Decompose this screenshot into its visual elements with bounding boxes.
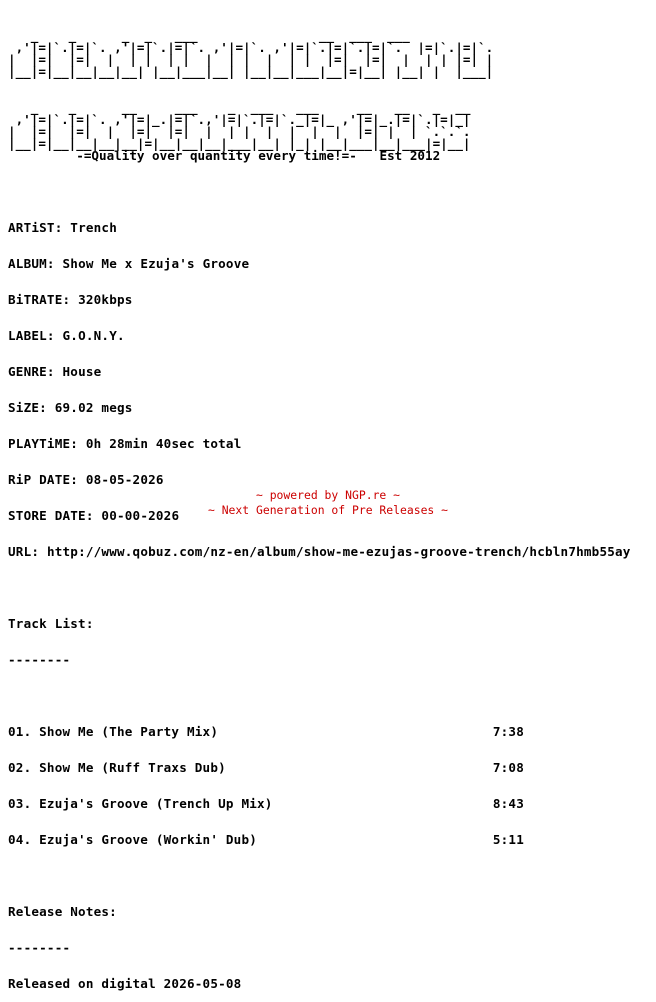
label-row <box>8 330 652 342</box>
logo-line: | |=| |=| | |=| |=| | | | | | | | |=| | | `.`.`. <box>8 124 471 139</box>
logo-line: ,'|=|`.|=|`. ,'|=|`.|=|`. ,'|=|`. ,'|=|`.|=|`.|=|`. |=|`.|=|`. <box>8 40 494 55</box>
url-label: URL: <box>8 544 40 559</box>
artist-value: Trench <box>70 220 117 235</box>
rip-date-value: 08-05-2026 <box>85 472 164 487</box>
ascii-logo <box>8 30 652 162</box>
release-notes-text: Released on digital 2026-05-08 <box>8 976 242 991</box>
bitrate-label: BiTRATE: <box>8 292 71 307</box>
label-value: G.O.N.Y. <box>62 328 125 343</box>
track-row <box>8 726 524 738</box>
track-name: 04. Ezuja's Groove (Workin' Dub) <box>8 832 258 847</box>
store-date-label: STORE DATE: <box>8 508 94 523</box>
footer-tagline: ~ Next Generation of Pre Releases ~ <box>207 503 449 517</box>
tracklist-heading: Track List: <box>8 616 94 631</box>
genre-row <box>8 366 652 378</box>
playtime-row <box>8 438 652 450</box>
bitrate-value: 320kbps <box>78 292 133 307</box>
bitrate-row <box>8 294 652 306</box>
logo-line: _ _ _ _ ___ __ ___ ___ <box>8 28 410 43</box>
size-value: 69.02 megs <box>54 400 133 415</box>
album-value: Show Me x Ezuja's Groove <box>62 256 250 271</box>
label-label: LABEL: <box>8 328 55 343</box>
track-name: 03. Ezuja's Groove (Trench Up Mix) <box>8 796 273 811</box>
url-value: http://www.qobuz.com/nz-en/album/show-me-ezujas-groove-trench/hcbln7hmb55ay <box>46 544 631 559</box>
album-row <box>8 258 652 270</box>
track-time: 5:11 <box>492 832 524 847</box>
track-row <box>8 798 524 810</box>
genre-label: GENRE: <box>8 364 55 379</box>
url-row <box>8 546 652 558</box>
rip-date-row <box>8 474 652 486</box>
playtime-value: 0h 28min 40sec total <box>85 436 242 451</box>
genre-value: House <box>62 364 102 379</box>
artist-label: ARTiST: <box>8 220 63 235</box>
logo-line: _ _ __ ___ _ ___ ___ __ __ _ __ <box>8 100 471 115</box>
logo-line: |__|=|__|__|__|__|=|__|__|__|___|__| |_| |__|___|__|___|=|__| <box>8 136 471 151</box>
size-row <box>8 402 652 414</box>
logo-line: | |=| |=| | | | | | | | | | | | |=| |=| | | | |=| | <box>8 52 494 67</box>
track-row <box>8 762 524 774</box>
album-label: ALBUM: <box>8 256 55 271</box>
track-time: 7:08 <box>492 760 524 775</box>
release-notes-underline: -------- <box>8 940 71 955</box>
track-time: 8:43 <box>492 796 524 811</box>
track-name: 02. Show Me (Ruff Traxs Dub) <box>8 760 226 775</box>
logo-line: |__|=|__|__|__|__| |__|___|__| |__|__|___|__|=|__| |__| | |___| <box>8 64 494 79</box>
footer-powered-by: ~ powered by NGP.re ~ <box>255 488 400 502</box>
rip-date-label: RiP DATE: <box>8 472 79 487</box>
track-time: 7:38 <box>492 724 524 739</box>
logo-line <box>8 78 652 90</box>
tagline: -=Quality over quantity every time!=- Est 2012 <box>8 148 441 163</box>
playtime-label: PLAYTiME: <box>8 436 79 451</box>
track-name: 01. Show Me (The Party Mix) <box>8 724 219 739</box>
size-label: SiZE: <box>8 400 47 415</box>
artist-row <box>8 222 652 234</box>
track-row <box>8 834 524 846</box>
tracklist-underline: -------- <box>8 652 71 667</box>
store-date-value: 00-00-2026 <box>101 508 180 523</box>
release-notes-heading: Release Notes: <box>8 904 117 919</box>
logo-line: ,'|=|`.|=|`. ,'|=|_.|=|`.,'|=|`.|=|`._|=|_ ,'|=|_.|=|`.|=|_| <box>8 112 471 127</box>
